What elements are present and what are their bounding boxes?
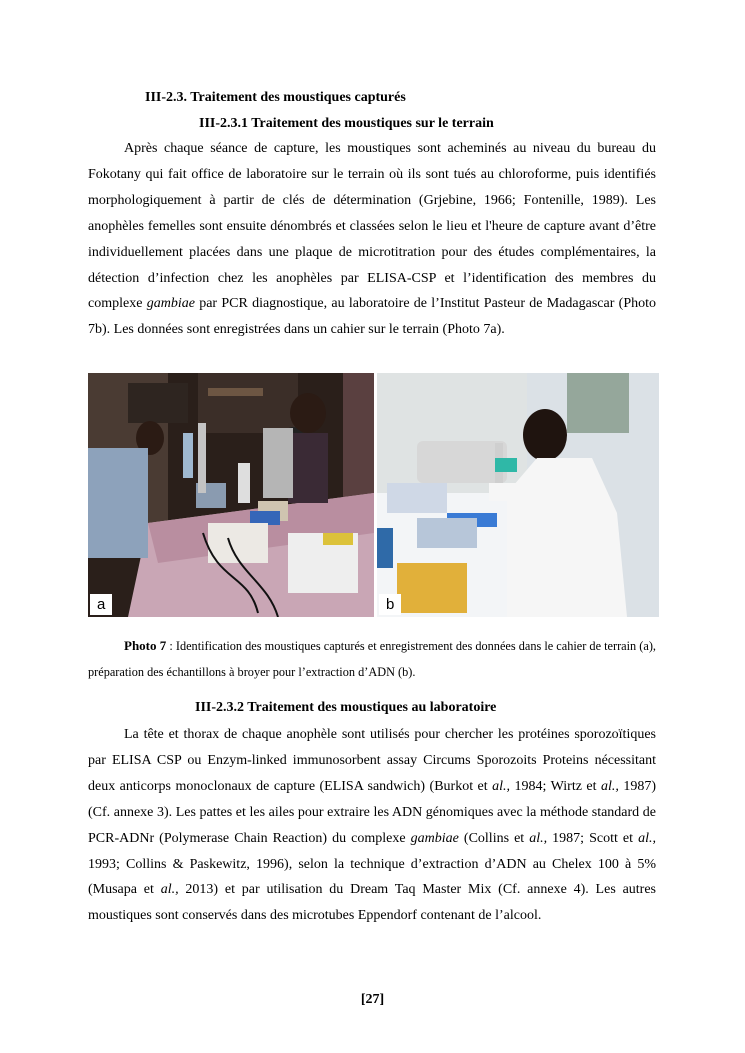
- page-number: [27]: [360, 992, 385, 1007]
- subsection-heading-2: III-2.3.2 Traitement des moustiques au laboratoire: [195, 700, 497, 715]
- lab-photo-illustration: [377, 373, 659, 617]
- caption-label: Photo 7: [124, 638, 167, 653]
- field-photo-illustration: [88, 373, 374, 617]
- section-heading: III-2.3. Traitement des moustiques capturés: [145, 90, 406, 105]
- photo-lab-pipetting: [377, 373, 659, 617]
- photo-label-b: b: [379, 594, 401, 615]
- paragraph-terrain: Après chaque séance de capture, les moustiques sont acheminés au niveau du bureau du Fokotany qui fait office de laboratoire sur le terrain où ils sont tués au chloroforme, puis identifiés morphologiquement à partir de clés de détermination (Grjebine, 1966; Fontenille, 1989). Les anophèles femelles sont ensuite dénombrés et classées selon le lieu et l'heure de capture avant d’être individuellement placées dans une plaque de microtitration pour des études complémentaires, la détection d’infection chez les anophèles par ELISA-CSP et l’identification des membres du complexe gambiae par PCR diagnostique, au laboratoire de l’Institut Pasteur de Madagascar (Photo 7b). Les données sont enregistrées dans un cahier sur le terrain (Photo 7a).: [88, 141, 657, 338]
- photo-caption: Photo 7 : Identification des moustiques capturés et enregistrement des données dans le cahier de terrain (a), préparation des échantillons à broyer pour l’extraction d’ADN (b).: [88, 638, 656, 679]
- photo-field-lab: [88, 373, 374, 617]
- subsection-heading-1: III-2.3.1 Traitement des moustiques sur le terrain: [199, 116, 494, 131]
- photo-label-a: a: [90, 594, 112, 615]
- paragraph-laboratoire: La tête et thorax de chaque anophèle sont utilisés pour chercher les protéines sporozoïtiques par ELISA CSP ou Enzym-linked immunosorbent assay Circums Sporozoits Proteins nécessitant deux anticorps monoclonaux de capture (ELISA sandwich) (Burkot et al., 1984; Wirtz et al., 1987) (Cf. annexe 3). Les pattes et les ailes pour extraire les ADN génomiques avec la méthode standard de PCR-ADNr (Polymerase Chain Reaction) du complexe gambiae (Collins et al., 1987; Scott et al., 1993; Collins & Paskewitz, 1996), selon la technique d’extraction d’ADN au Chelex 100 à 5% (Musapa et al., 2013) et par utilisation du Dream Taq Master Mix (Cf. annexe 4). Les autres moustiques sont conservés dans des microtubes Eppendorf contenant de l’alcool.: [88, 727, 657, 924]
